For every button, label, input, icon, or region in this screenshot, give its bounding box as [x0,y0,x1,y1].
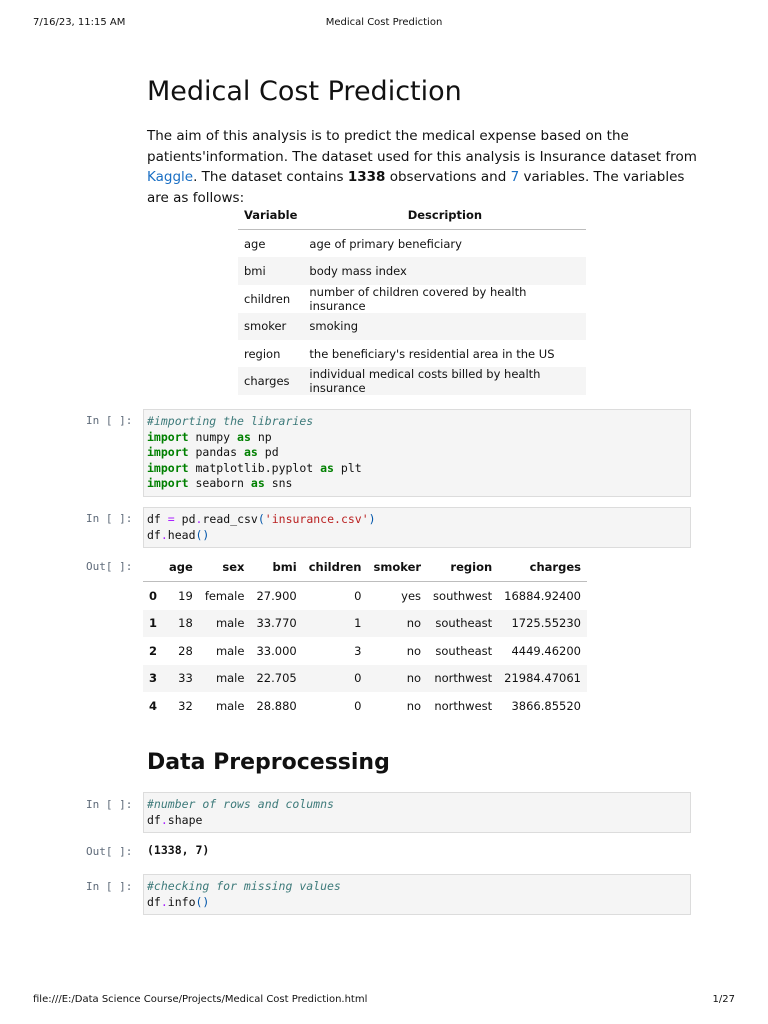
print-datetime: 7/16/23, 11:15 AM [33,17,126,28]
variable-name: region [244,346,281,361]
row-index: 3 [143,665,163,693]
code-module: numpy [195,429,231,444]
code-paren: () [195,527,210,542]
code-module: pandas [195,445,238,459]
cell-children: 3 [354,643,362,658]
intro-count: 1338 [347,169,386,185]
code-operator: . [195,512,203,526]
column-header: smoker [368,553,428,582]
page-title: Medical Cost Prediction [147,76,462,107]
cell-charges: 1725.55230 [498,610,587,638]
variables-table [238,202,586,395]
cell-bmi: 28.880 [256,698,297,713]
intro-vars: 7 [510,169,520,185]
kaggle-link[interactable]: Kaggle [147,169,194,185]
table-row [238,340,586,367]
intro-text-2: . The dataset contains [193,169,348,185]
cell-children: 0 [354,588,362,603]
input-prompt: In [ ]: [86,880,133,893]
column-header: sex [199,553,251,582]
table-row [238,285,586,313]
variable-description: smoking [303,313,586,340]
cell-region: northwest [427,665,498,693]
table-row [238,257,586,284]
column-header: bmi [250,553,302,582]
cell-age: 32 [178,698,193,713]
variable-name: charges [238,367,303,395]
print-page-number: 1/27 [712,994,735,1005]
cell-smoker: yes [401,588,422,603]
code-attr: shape [167,812,203,827]
cell-charges: 21984.47061 [498,665,587,693]
row-index: 0 [149,588,158,603]
cell-smoker: no [406,643,422,658]
cell-bmi: 33.770 [250,610,302,638]
row-index: 2 [149,643,158,658]
code-keyword: import [147,429,189,444]
table-row [143,665,587,693]
table-row [238,230,586,258]
code-alias: sns [271,476,293,490]
variable-description: the beneficiary's residential area in the US [309,346,555,361]
cell-bmi: 27.900 [256,588,297,603]
variables-header-variable: Variable [238,202,303,230]
code-keyword: as [250,476,265,490]
cell-charges: 4449.46200 [511,643,581,658]
code-operator: . [160,527,168,542]
cell-sex: male [199,610,251,638]
code-paren: ) [368,512,376,526]
cell-age: 18 [163,610,199,638]
code-cell-info[interactable] [143,874,691,915]
input-prompt: In [ ]: [86,798,133,811]
code-keyword: import [147,445,189,459]
cell-smoker: no [406,698,422,713]
dataframe-head-table [143,553,587,720]
code-string: 'insurance.csv' [264,512,369,526]
column-header: children [303,553,368,582]
code-operator: = [167,512,175,526]
intro-text-1: The aim of this analysis is to predict the medical expense based on the patients'information. The dataset used for this analysis is Insurance dataset from [147,128,697,165]
code-comment: #checking for missing values [147,879,341,893]
cell-region: southeast [435,643,493,658]
cell-smoker: no [368,665,428,693]
code-func: info [167,894,196,909]
variable-name: bmi [238,257,303,284]
variable-name: smoker [238,313,303,340]
cell-age: 28 [178,643,193,658]
output-prompt: Out[ ]: [86,845,133,858]
variable-name: age [244,236,266,251]
print-file-path: file:///E:/Data Science Course/Projects/Medical Cost Prediction.html [33,994,368,1005]
code-var: df [147,512,161,526]
variable-description: number of children covered by health insurance [309,284,527,313]
column-header: charges [498,553,587,582]
variable-name: children [244,291,291,306]
cell-age: 19 [178,588,193,603]
cell-region: southeast [427,610,498,638]
cell-bmi: 22.705 [250,665,302,693]
variable-description: individual medical costs billed by health insurance [303,367,586,395]
code-alias: np [257,429,272,444]
code-operator: . [160,894,168,909]
code-cell-read-csv[interactable] [143,507,691,548]
cell-region: southwest [433,588,493,603]
code-func: head [167,527,196,542]
intro-paragraph [147,126,702,208]
code-alias: pd [264,445,279,459]
variable-description: age of primary beneficiary [309,236,462,251]
cell-smoker: no [368,610,428,638]
intro-text-4: variables. The variables are as follows: [147,169,685,206]
code-comment: #importing the libraries [147,414,314,428]
code-obj: pd [181,512,196,526]
code-keyword: as [243,445,258,459]
intro-text-3: observations and [385,169,511,185]
code-keyword: import [147,460,189,475]
cell-bmi: 33.000 [256,643,297,658]
code-obj: df [147,812,161,827]
column-header: region [427,553,498,582]
code-keyword: as [237,429,251,444]
table-row [143,692,587,720]
code-func: read_csv [202,512,258,526]
code-obj: df [147,527,161,542]
dataframe-header-row [143,553,587,582]
output-prompt: Out[ ]: [86,560,133,573]
code-alias: plt [340,460,362,475]
code-comment: #number of rows and columns [147,797,334,811]
table-row [238,367,586,395]
code-keyword: import [147,476,189,490]
code-keyword: as [320,460,334,475]
code-operator: . [160,812,168,827]
cell-charges: 16884.92400 [504,588,581,603]
cell-sex: male [215,698,245,713]
cell-children: 1 [303,610,368,638]
code-obj: df [147,894,161,909]
cell-age: 33 [163,665,199,693]
table-row [238,313,586,340]
cell-sex: male [199,665,251,693]
code-cell-imports[interactable] [143,409,691,497]
column-header-index [143,553,163,582]
code-paren: () [195,894,210,909]
table-row [143,637,587,665]
cell-sex: female [204,588,245,603]
code-paren: ( [257,512,265,526]
cell-region: northwest [434,698,493,713]
variables-header-row [238,202,586,230]
variables-header-description: Description [303,202,586,230]
column-header: age [163,553,199,582]
variable-description: body mass index [303,257,586,284]
code-module: matplotlib.pyplot [195,460,314,475]
input-prompt: In [ ]: [86,414,133,427]
cell-sex: male [215,643,245,658]
table-row [143,582,587,610]
input-prompt: In [ ]: [86,512,133,525]
cell-children: 0 [354,698,362,713]
print-title: Medical Cost Prediction [325,17,443,28]
shape-output: (1338, 7) [147,843,210,857]
cell-charges: 3866.85520 [511,698,581,713]
section-heading-preprocessing: Data Preprocessing [147,750,390,775]
row-index: 4 [149,698,158,713]
code-cell-shape[interactable] [143,792,691,833]
row-index: 1 [143,610,163,638]
code-module: seaborn [195,476,244,490]
table-row [143,610,587,638]
cell-children: 0 [303,665,368,693]
